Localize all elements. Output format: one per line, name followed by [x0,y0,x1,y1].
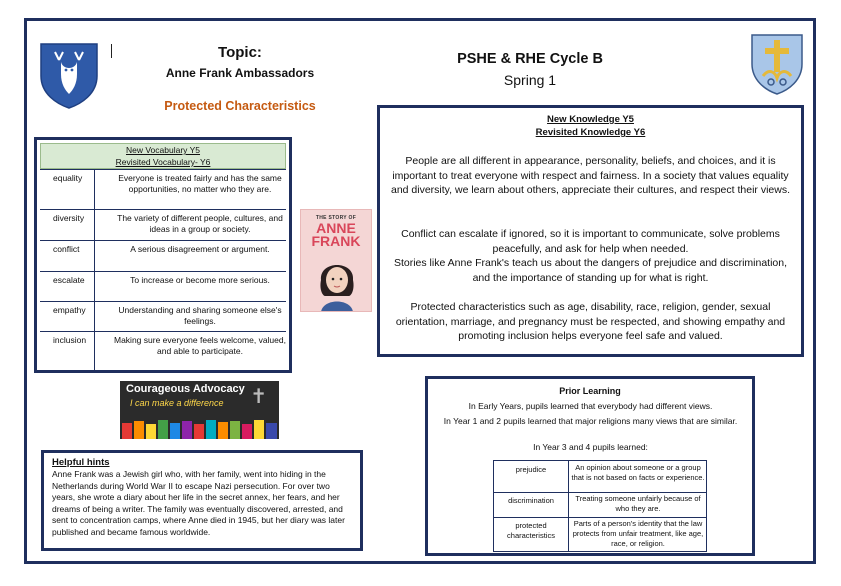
table-row [40,209,286,241]
table-row [40,301,286,332]
book-cover-title [301,222,371,248]
vocab-definition: A serious disagreement or argument. [130,244,270,254]
topic-name: Anne Frank Ambassadors [165,66,315,80]
book-cover-subtitle: THE STORY OF [315,215,357,221]
vocabulary-heading-new: New Vocabulary Y5 [125,145,201,155]
vocab-term: empathy [40,302,95,332]
table-row [40,271,286,302]
vocab-term: conflict [40,241,95,272]
term-label: Spring 1 [503,72,557,88]
vocab-definition: Understanding and sharing someone else's feelings. [118,305,282,326]
vocab-term: equality [40,170,95,210]
vocab-definition: To increase or become more serious. [130,275,270,285]
book-cover-title-line1: ANNE [316,220,356,236]
prior-learning-line: In Year 1 and 2 pupils learned that major religions many views that are similar. [443,416,738,426]
prior-learning-line: In Early Years, pupils learned that everybody had different views. [468,401,713,411]
vocab-definition: Everyone is treated fairly and has the same opportunities, no matter who they are. [118,173,282,194]
vocabulary-heading-revisited: Revisited Vocabulary- Y6 [115,157,211,167]
prior-learning-box [425,376,755,556]
knowledge-paragraph: Protected characteristics such as age, disability, race, religion, gender, sexual orientation, marriage, and pregnancy must be respected, and showing empathy and promoting inclusion helps everyone feel safe and valued. [395,301,786,342]
church-shield-icon [749,32,805,96]
knowledge-paragraph: Conflict can escalate if ignored, so it is important to communicate, solve problems peacefully, and ask for help when needed. [401,228,780,255]
table-row [494,492,706,518]
vocab-term: escalate [40,272,95,302]
hints-body: Anne Frank was a Jewish girl who, with her family, went into hiding in the Netherlands during World War II to escape Nazi persecution. For over two years, she wrote a diary about her life in the secret annex, her fears, and her dreams of being a writer. The family was eventually discovered, arrested, and sent to concentration camps, where Anne died in 1945, but her diary was later published and became famous worldwide. [52,469,345,537]
cross-icon: ✝ [250,386,267,408]
raised-hands-icon [120,419,279,439]
helpful-hints-box [41,450,363,551]
vocab-term: inclusion [40,332,95,371]
anne-portrait-icon [315,250,359,312]
subject-title: PSHE & RHE Cycle B [457,51,603,67]
prior-learning-line: In Year 3 and 4 pupils learned: [533,442,648,452]
book-cover-image [300,209,372,312]
prior-learning-heading: Prior Learning [559,386,621,396]
hints-heading: Helpful hints [52,457,110,468]
vocab-definition: Making sure everyone feels welcome, valued, and able to participate. [114,335,286,356]
prior-definition: Parts of a person's identity that the law protects from unfair treatment, like age, race, or religion. [572,519,704,548]
knowledge-heading-revisited: Revisited Knowledge Y6 [535,127,646,138]
prior-term: discrimination [494,492,569,517]
prior-term: prejudice [494,461,569,492]
book-cover-title-line2: FRANK [311,233,361,249]
prior-definition: Treating someone unfairly because of who they are. [575,494,701,513]
table-row [40,169,286,210]
prior-learning-table [493,460,707,552]
vocab-term: diversity [40,210,95,241]
table-row [494,517,706,551]
table-row [40,331,286,371]
vocabulary-table [34,137,292,373]
school-logo-icon [37,40,101,110]
advocacy-subtitle: I can make a difference [130,398,224,408]
courageous-advocacy-banner [120,381,279,439]
advocacy-title: Courageous Advocacy [126,383,245,395]
subtopic-title: Protected Characteristics [164,99,316,113]
vocabulary-header [40,143,286,169]
table-row [40,240,286,272]
text-cursor [111,44,112,58]
topic-title: Topic: [218,44,262,61]
knowledge-paragraph: Stories like Anne Frank's teach us about the dangers of prejudice and discrimination, and the importance of standing up for what is right. [393,257,788,284]
knowledge-paragraph: People are all different in appearance, personality, beliefs, and choices, and it is important to treat everyone with respect and fairness. In a society that values equality and diversity, we learn about others, appreciate their cultures, and respect their views. [390,155,790,196]
knowledge-panel [377,105,804,357]
knowledge-heading-new: New Knowledge Y5 [547,114,634,125]
table-row [494,461,706,493]
vocab-definition: The variety of different people, cultures, and ideas in a group or society. [117,213,283,234]
prior-definition: An opinion about someone or a group that is not based on facts or experience. [571,463,705,482]
prior-term: protected characteristics [494,517,569,551]
